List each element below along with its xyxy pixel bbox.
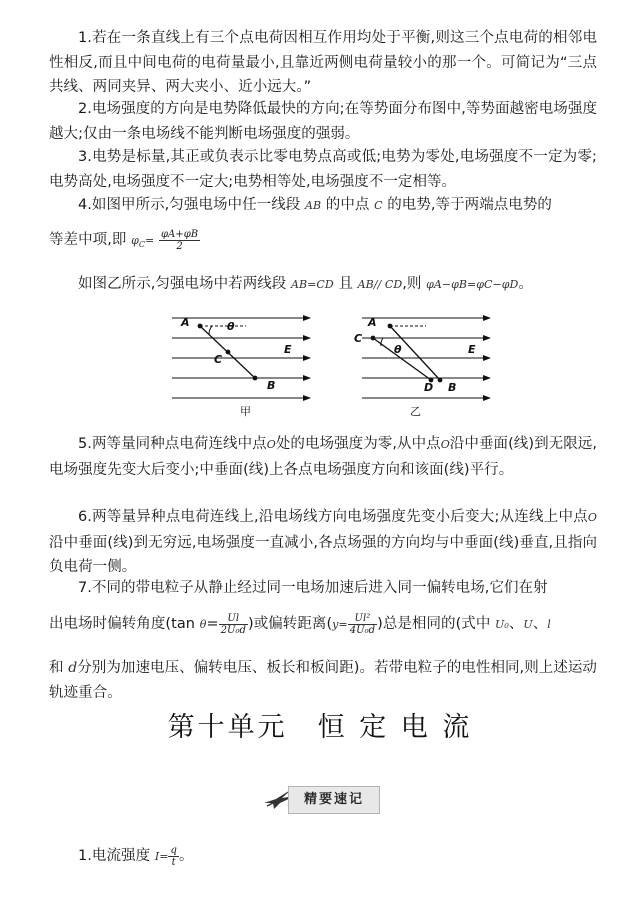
- symbol-c: C: [374, 199, 383, 212]
- right-diagram-geometry: [373, 326, 440, 380]
- paragraph-4-line-3: 如图乙所示,匀强电场中若两线段 AB=CD 且 AB// CD,则 φA−φB=φC−φD。: [78, 276, 533, 292]
- symbol-l: l: [547, 618, 551, 631]
- right-label-e: E: [468, 343, 476, 356]
- symbol-ab-par-cd: AB// CD: [357, 278, 403, 291]
- symbol-d: d: [68, 660, 78, 676]
- right-label-theta: θ: [394, 343, 402, 356]
- paragraph-1: 1.若在一条直线上有三个点电荷因相互作用均处于平衡,则这三个点电荷的相邻电性相反,而且中间电荷的电荷量最小,且靠近两侧电荷量较小的那一个。可简记为“三点共线、两同夹异、两大夹小、近小远大。”: [49, 30, 597, 95]
- symbol-i-eq: I=: [154, 850, 169, 863]
- left-label-b: B: [267, 379, 276, 392]
- symbol-o-2: O: [440, 438, 450, 451]
- paragraph-2: 2.电场强度的方向是电势降低最快的方向;在等势面分布图中,等势面越密电场强度越大;仅由一条电场线不能判断电场强度的强弱。: [49, 101, 597, 142]
- section-badge: [262, 783, 380, 815]
- p4-text-b: 的中点: [325, 197, 370, 213]
- right-label-a: A: [368, 316, 377, 329]
- left-label-theta: θ: [227, 320, 235, 333]
- symbol-o: O: [266, 438, 276, 451]
- midpoint-fraction: $\frac{\varphi A+\varphi B}{2}$: [160, 228, 199, 252]
- right-label-d: D: [424, 381, 434, 394]
- right-label-b: B: [448, 381, 457, 394]
- right-label-c: C: [354, 332, 363, 345]
- badge-label: 精要速记: [288, 786, 380, 814]
- left-point-b: [253, 376, 258, 381]
- p4-text-a: 4.如图甲所示,匀强电场中任一线段: [78, 197, 301, 213]
- unit-title: 第十单元 恒 定 电 流: [167, 712, 473, 743]
- symbol-ab: AB: [304, 199, 322, 212]
- left-point-a: [198, 324, 203, 329]
- y-fraction: $\frac{\text{Ul²}}{\text{4U₀d}}$: [349, 612, 376, 636]
- tan-fraction: $\frac{Ul}{\text{2U₀d}}$: [220, 612, 246, 636]
- symbol-o-3: O: [587, 511, 597, 524]
- symbol-phi-relation: φA−φB=φC−φD: [426, 278, 519, 291]
- left-field-lines: [172, 318, 310, 398]
- symbol-u0: U₀: [495, 618, 509, 631]
- left-label-c: C: [214, 353, 223, 366]
- left-label-a: A: [181, 316, 190, 329]
- paragraph-7-line-2: 出电场时偏转角度(tan θ= $\frac{Ul}{\text{2U₀d}}$ )或偏转距离(y= $\frac{\text{Ul²}}{\text{4U₀d}}$ )总是相同的(式中 U₀、U、l: [49, 612, 551, 636]
- p4-text-e: 如图乙所示,匀强电场中若两线段: [78, 276, 287, 292]
- p4-text-f: 且: [338, 276, 353, 292]
- current-fraction: $\frac{q}{t}$: [170, 844, 177, 868]
- paragraph-4-line-1: [49, 193, 597, 219]
- symbol-y-eq: y=: [332, 618, 348, 631]
- paragraph-3: 3.电势是标量,其正或负表示比零电势点高或低;电势为零处,电场强度不一定为零;电势高处,电场强度不一定大;电势相等处,电场强度不一定相等。: [49, 149, 597, 190]
- right-point-a: [388, 324, 393, 329]
- paragraph-6: 6.两等量异种点电荷连线上,沿电场线方向电场强度先变小后变大;从连线上中点O沿中垂面(线)到无穷远,电场强度一直减小,各点场强的方向均与中垂面(线)垂直,且指向负电荷一侧。: [49, 509, 597, 575]
- symbol-phi-c: $\varphi_C=$: [131, 234, 155, 250]
- p4-text-g: ,则: [402, 276, 422, 292]
- symbol-u: U: [523, 618, 533, 631]
- right-point-b: [438, 378, 443, 383]
- left-caption: 甲: [240, 405, 251, 418]
- paragraph-7-line-1: 7.不同的带电粒子从静止经过同一电场加速后进入同一偏转电场,它们在射: [78, 580, 548, 596]
- right-point-c: [371, 336, 376, 341]
- paragraph-7-line-3: 和 d分别为加速电压、偏转电压、板长和板间距)。若带电粒子的电性相同,则上述运动轨迹重合。: [49, 660, 597, 701]
- paragraph-8: 1.电流强度 I= $\frac{q}{t}$ 。: [78, 844, 194, 868]
- right-caption: 乙: [410, 405, 421, 418]
- symbol-ab-eq-cd: AB=CD: [291, 278, 334, 291]
- left-label-e: E: [284, 343, 292, 356]
- p4-text-c: 的电势,等于两端点电势的: [387, 197, 552, 213]
- symbol-theta: θ: [199, 618, 207, 631]
- p4-text-d: 等差中项,即: [49, 232, 127, 248]
- paragraph-5: 5.两等量同种点电荷连线中点O处的电场强度为零,从中点O沿中垂面(线)到无限远,电场强度先变大后变小;中垂面(线)上各点电场强度方向和该面(线)平行。: [49, 436, 597, 478]
- paragraph-4-line-2: [49, 228, 597, 258]
- left-point-c: [226, 350, 231, 355]
- electric-field-figure: [0, 305, 640, 435]
